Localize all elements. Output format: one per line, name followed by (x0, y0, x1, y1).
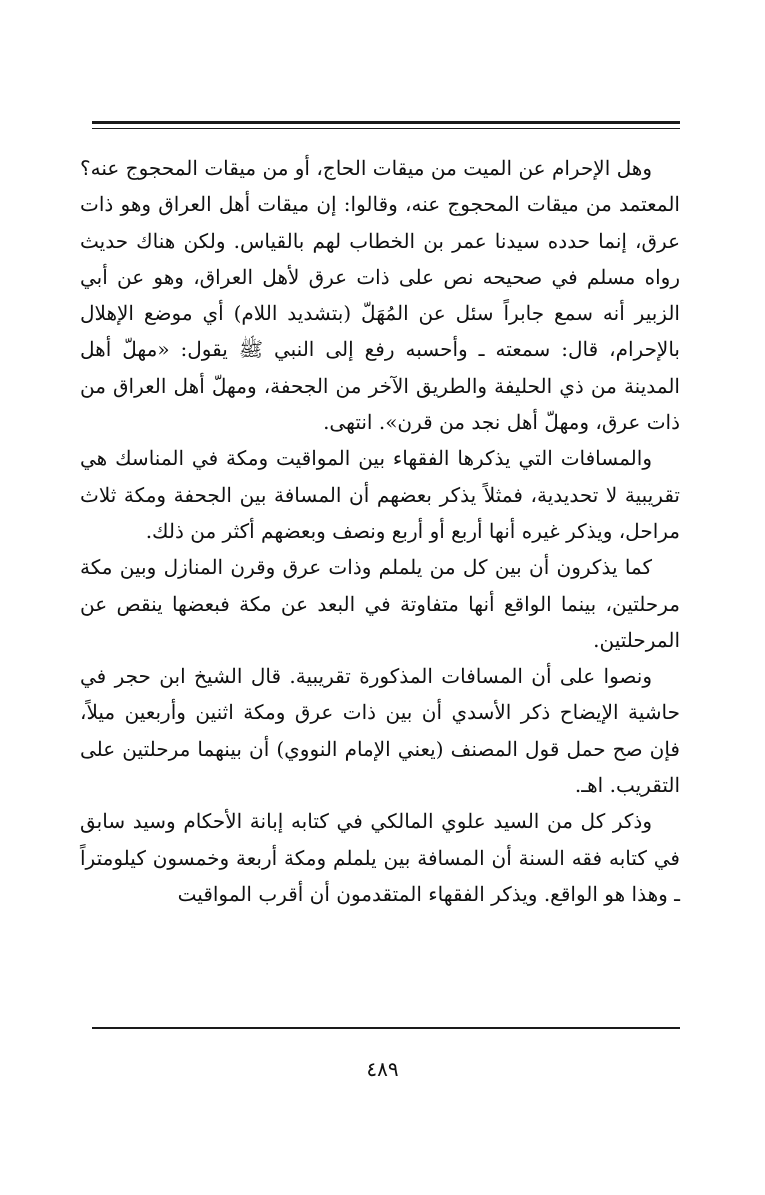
page-number: ٤٨٩ (366, 1057, 399, 1081)
paragraph-5: وذكر كل من السيد علوي المالكي في كتابه إبانة الأحكام وسيد سابق في كتابه فقه السنة أن المسافة بين يلملم ومكة أربعة وخمسون كيلومتراً ـ وهذا هو الواقع. ويذكر الفقهاء المتقدمون أن أقرب المواقيت (80, 809, 680, 906)
paragraph-3: كما يذكرون أن بين كل من يلملم وذات عرق وقرن المنازل وبين مكة مرحلتين، بينما الواقع أنها متفاوتة في البعد عن مكة فبعضها ينقص عن المرحلتين. (80, 555, 680, 652)
footer-rule (92, 1027, 680, 1029)
paragraph-2: والمسافات التي يذكرها الفقهاء بين المواقيت ومكة في المناسك هي تقريبية لا تحديدية، فمثلاً يذكر بعضهم أن المسافة بين الجحفة ومكة ثلاث مراحل، ويذكر غيره أنها أربع أو أربع ونصف وبعضهم أكثر من ذلك. (80, 446, 680, 543)
header-rule-thick (92, 121, 680, 124)
paragraph-1: وهل الإحرام عن الميت من ميقات الحاج، أو من ميقات المحجوج عنه؟ المعتمد من ميقات المحجوج عنه، وقالوا: إن ميقات أهل العراق وهو ذات عرق، إنما حدده سيدنا عمر بن الخطاب لهم بالقياس. ولكن هناك حديث رواه مسلم في صحيحه نص على ذات عرق لأهل العراق، وهو عن أبي الزبير أنه سمع جابراً سئل عن المُهَلّ (بتشديد اللام) أي موضع الإهلال بالإحرام، قال: سمعته ـ وأحسبه رفع إلى النبي ﷺ يقول: «مهلّ أهل المدينة من ذي الحليفة والطريق الآخر من الجحفة، ومهلّ أهل العراق من ذات عرق، ومهلّ أهل نجد من قرن». انتهى. (80, 156, 681, 435)
header-rule-thin (92, 128, 680, 129)
page-body (80, 150, 680, 912)
paragraph-4: ونصوا على أن المسافات المذكورة تقريبية. قال الشيخ ابن حجر في حاشية الإيضاح ذكر الأسدي أن بين ذات عرق ومكة اثنين وأربعين ميلاً، فإن صح حمل قول المصنف (يعني الإمام النووي) أن بينهما مرحلتين على التقريب. اهـ. (80, 664, 680, 798)
